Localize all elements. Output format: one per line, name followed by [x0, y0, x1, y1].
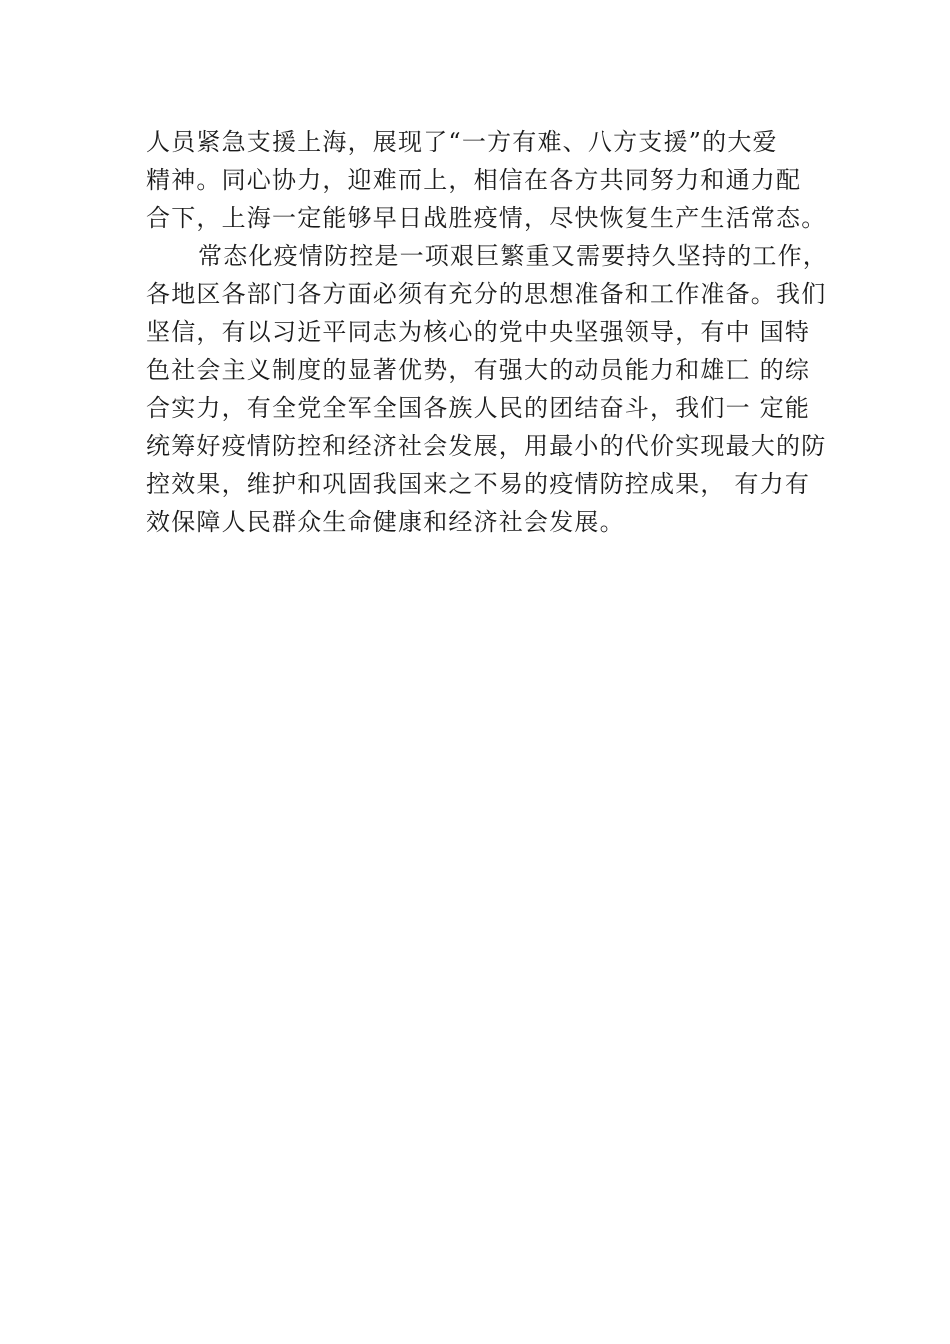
text-line: 合实力，有全党全军全国各族人民的团结奋斗，我们一 定能: [146, 394, 811, 422]
text-line: 合下，上海一定能够早日战胜疫情，尽快恢复生产生活常态。: [146, 204, 827, 232]
text-line: 控效果，维护和巩固我国来之不易的疫情防控成果， 有力有: [146, 470, 811, 498]
text-line: 色社会主义制度的显著优势，有强大的动员能力和雄匸 的综: [146, 356, 811, 384]
text-line: 精神。同心协力，迎难而上，相信在各方共同努力和通力配: [146, 166, 802, 194]
text-line: 统筹好疫情防控和经济社会发展，用最小的代价实现最大的防: [146, 432, 827, 460]
paragraph-2: [146, 237, 836, 541]
document-body: [146, 123, 836, 541]
text-line: 效保障人民群众生命健康和经济社会发展。: [146, 508, 625, 536]
paragraph-1: [146, 123, 836, 237]
text-line: 常态化疫情防控是一项艰巨繁重又需要持久坚持的工作，: [198, 242, 828, 270]
text-line: 坚信，有以习近平同志为核心的党中央坚强领导，有中 国特: [146, 318, 811, 346]
text-line: 人员紧急支援上海，展现了“一方有难、八方支援”的大爱: [146, 128, 778, 156]
text-line: 各地区各部门各方面必须有充分的思想准备和工作准备。我们: [146, 280, 827, 308]
